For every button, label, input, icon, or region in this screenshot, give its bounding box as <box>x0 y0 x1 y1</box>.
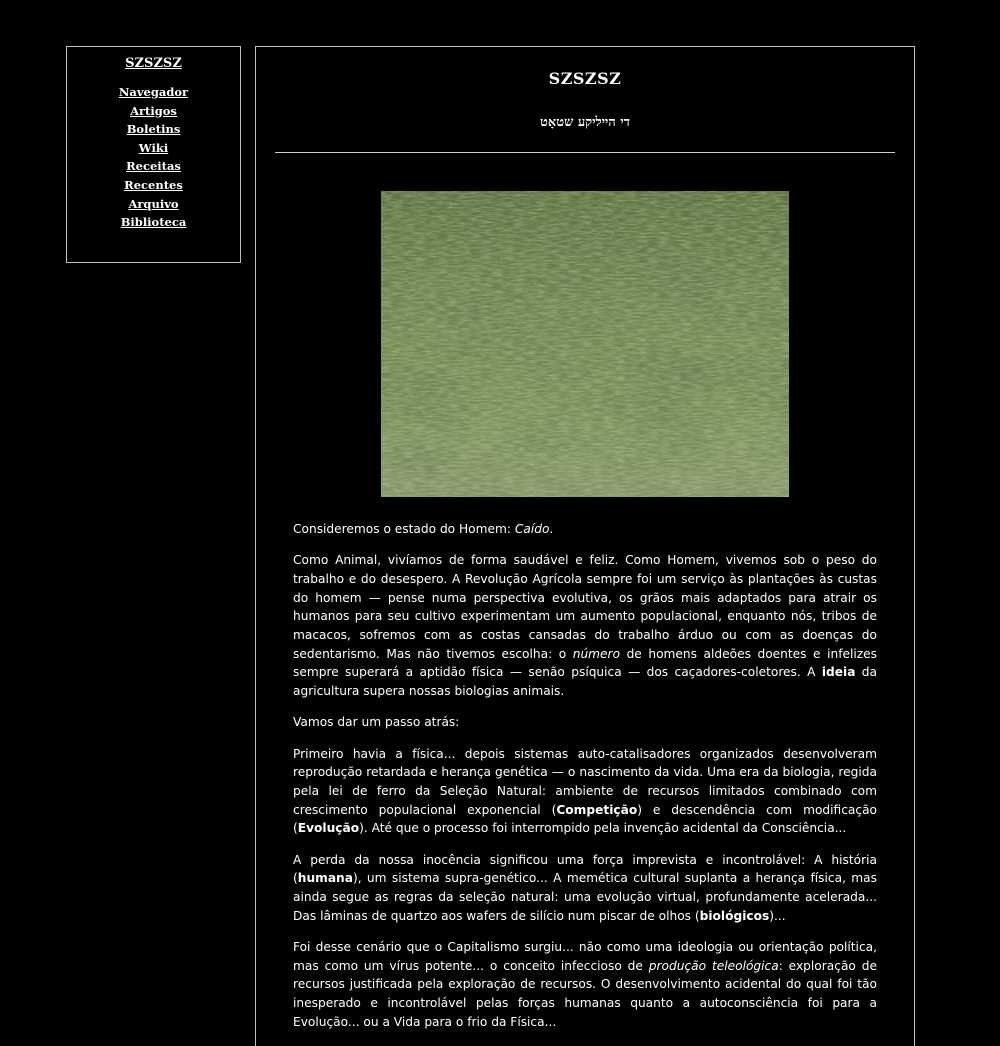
article-paragraph-1: Consideremos o estado do Homem: Caído. <box>293 522 554 536</box>
nav-link-recentes[interactable]: Recentes <box>124 177 183 192</box>
nav-link-artigos[interactable]: Artigos <box>130 103 177 118</box>
article-paragraph-3: Vamos dar um passo atrás: <box>293 715 460 730</box>
article-paragraph-4: Primeiro havia a física... depois sistemas auto-catalisadores organizados desenvolveram reprodução retardada e herança genética — o nascimento da vida. Uma era da biologia, regida pela lei de ferro da Seleção Natural: ambiente de recursos limitados combinado com crescimento populacional exponencial (Competição) e descendência com modificação (Evolução). Até que o processo foi interrompido pela invenção acidental da Consciência... <box>293 746 877 836</box>
sidebar-site-link[interactable]: SZSZSZ <box>125 56 182 71</box>
grass-field-photo <box>381 191 789 497</box>
page-subtitle: די הײליקע שטאָט <box>540 115 630 130</box>
page-title: SZSZSZ <box>548 69 622 88</box>
main-content <box>255 46 915 1046</box>
nav-link-receitas[interactable]: Receitas <box>126 159 181 174</box>
sidebar <box>66 46 241 263</box>
article-body <box>293 520 877 1044</box>
article-paragraph-5: A perda da nossa inocência significou uma força imprevista e incontrolável: A história (humana), um sistema supra-genético... A memética cultural suplanta a herança física, mas ainda segue as regras da seleção natural: uma evolução virtual, profundamente acelerada... Das lâminas de quartzo aos wafers de silício num piscar de olhos (biológicos)... <box>293 852 877 923</box>
nav-link-navegador[interactable]: Navegador <box>118 85 189 99</box>
nav-link-biblioteca[interactable]: Biblioteca <box>120 215 187 230</box>
nav-link-arquivo[interactable]: Arquivo <box>128 196 179 211</box>
nav-link-boletins[interactable]: Boletins <box>126 122 181 137</box>
article-paragraph-2: Como Animal, vivíamos de forma saudável e feliz. Como Homem, vivemos sob o peso do trabalho e do desespero. A Revolução Agrícola sempre foi um serviço às plantações às custas do homem — pense numa perspectiva evolutiva, os grãos mais adaptados para atrair os humanos para seu cultivo experimentam um aumento populacional, enquanto nós, tribos de macacos, sofremos com as costas cansadas do trabalho árduo ou com as doenças do sedentarismo. Mas não tivemos escolha: o número de homens aldeões doentes e infelizes sempre superará a aptidão física — senão psíquica — dos caçadores-coletores. A ideia da agricultura supera nossas biologias animais. <box>293 553 877 699</box>
header-divider <box>275 152 895 153</box>
sidebar-nav <box>67 83 240 232</box>
nav-link-wiki[interactable]: Wiki <box>138 140 169 155</box>
article-paragraph-6: Foi desse cenário que o Capitalismo surgiu... não como uma ideologia ou orientação política, mas como um vírus potente... o conceito infeccioso de produção teleológica: exploração de recursos justificada pela exploração de recursos. O desenvolvimento acidental do qual foi tão inesperado e incontrolável pelas forças humanas quanto a autoconsciência foi para a Evolução... ou a Vida para o frio da Física... <box>293 939 877 1029</box>
